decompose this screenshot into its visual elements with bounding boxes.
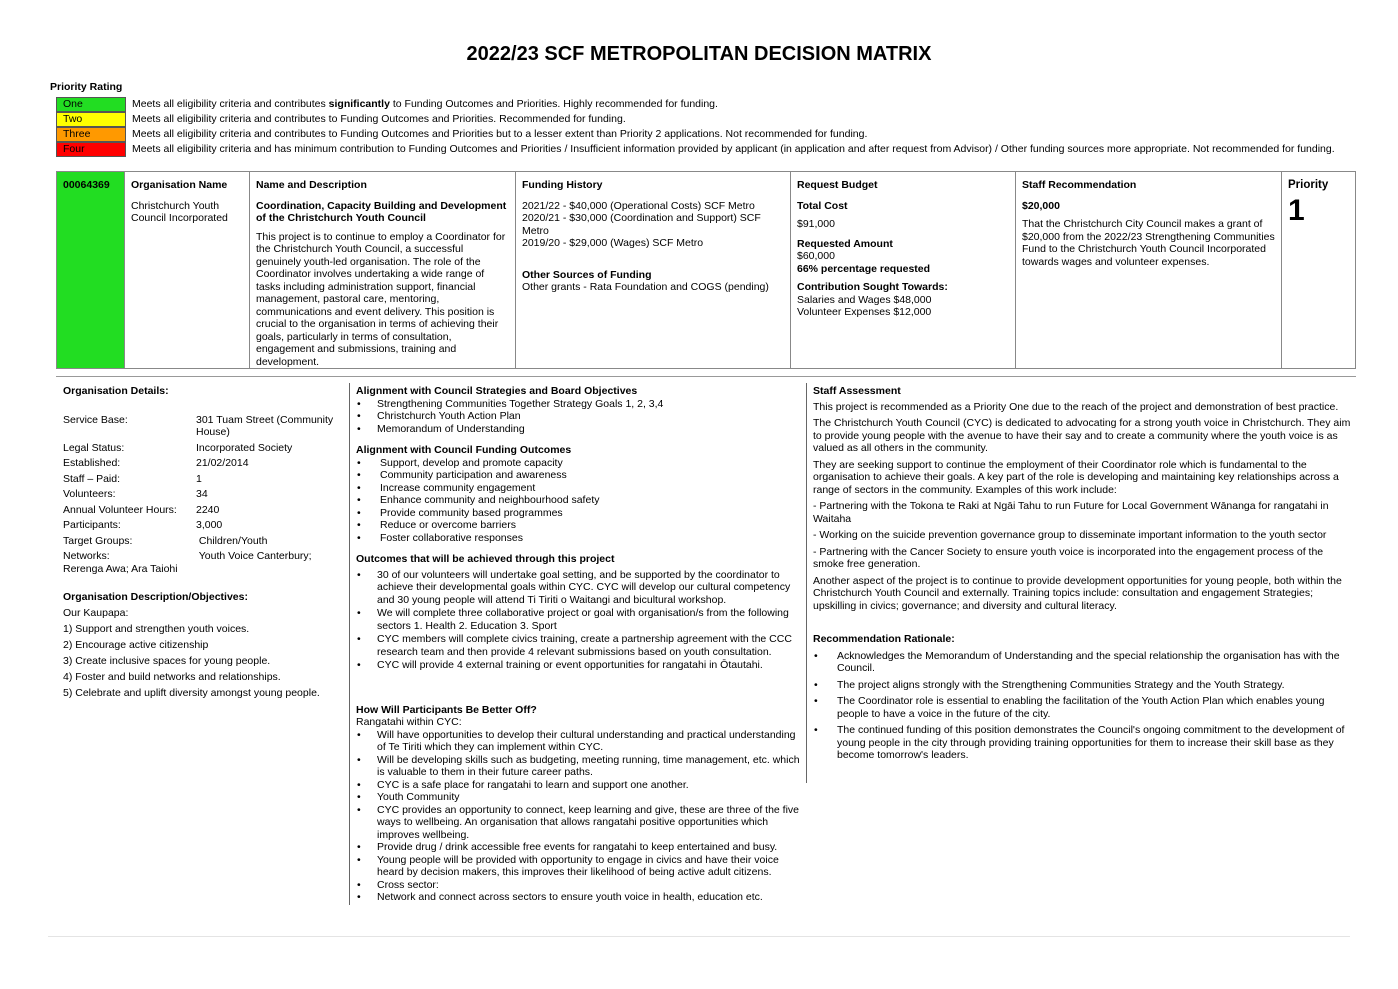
list-item: • CYC will provide 4 external training or event opportunities for rangatahi in Ōtautahi. — [356, 659, 804, 672]
achieved-outcomes-heading: Outcomes that will be achieved through this project — [356, 553, 615, 565]
assessment-paragraph: - Partnering with the Tokona te Raki at Ngāi Tahu to run Future for Local Government Wānanga for rangatahi in Waitaha — [813, 500, 1329, 525]
detail-volunteer-hours: Annual Volunteer Hours: 2240 — [63, 503, 220, 516]
priority-label-three: Three — [56, 127, 126, 142]
staff-recommendation-amount: $20,000 — [1022, 199, 1060, 212]
detail-participants: Participants: 3,000 — [63, 519, 223, 531]
requested-amount-value: $60,000 — [797, 250, 835, 262]
priority-desc-one: Meets all eligibility criteria and contributes significantly to Funding Outcomes and Priorities. Highly recommended for funding. — [132, 98, 718, 111]
requested-amount-label: Requested Amount — [797, 237, 893, 250]
objective-line: 3) Create inclusive spaces for young people. — [63, 654, 271, 667]
list-item: • The Coordinator role is essential to enabling the facilitation of the Youth Action Plan which enables young people to have a voice in the future of the city. — [813, 695, 1351, 720]
priority-rating-legend — [56, 97, 1346, 157]
request-budget-header: Request Budget — [797, 179, 878, 191]
priority-row-four — [56, 142, 1346, 157]
priority-desc-three: Meets all eligibility criteria and contributes to Funding Outcomes and Priorities but to a lesser extent than Priority 2 applications. Not recommended for funding. — [132, 128, 868, 141]
objective-line: 1) Support and strengthen youth voices. — [63, 622, 250, 635]
better-off-intro: Rangatahi within CYC: — [356, 716, 462, 728]
priority-rating-heading: Priority Rating — [50, 81, 123, 93]
application-summary-table — [56, 171, 1356, 369]
other-sources: Other grants - Rata Foundation and COGS (pending) — [522, 281, 769, 293]
priority-row-two — [56, 112, 1346, 127]
list-item: • Provide drug / drink accessible free events for rangatahi to keep entertained and busy. — [356, 841, 804, 854]
priority-label-two: Two — [56, 112, 126, 127]
organisation-name-cell — [125, 172, 250, 368]
list-item: • The continued funding of this position demonstrates the Council's ongoing commitment to the development of young people in the city through providing training opportunities for them to increase their skill base as they become tomorrow's leaders. — [813, 724, 1351, 762]
detail-networks-continued: Rerenga Awa; Ara Taiohi — [63, 562, 178, 575]
objective-line: 2) Encourage active citizenship — [63, 638, 209, 651]
staff-assessment-heading: Staff Assessment — [813, 385, 901, 397]
detail-staff-paid: Staff – Paid: 1 — [63, 472, 202, 485]
better-off-heading: How Will Participants Be Better Off? — [356, 703, 537, 716]
list-item: • Reduce or overcome barriers — [356, 519, 804, 532]
funding-outcomes-list — [356, 457, 804, 545]
contribution-label: Contribution Sought Towards: — [797, 281, 948, 293]
assessment-paragraph: This project is recommended as a Priority One due to the reach of the project and demonstration of best practice. — [813, 400, 1339, 413]
organisation-name-header: Organisation Name — [131, 179, 228, 191]
list-item: • CYC provides an opportunity to connect, keep learning and give, these are three of the five ways to wellbeing. An organisation that allows rangatahi positive opportunities which improves wellbeing. — [356, 804, 804, 842]
list-item: • The project aligns strongly with the Strengthening Communities Strategy and the Youth Strategy. — [813, 679, 1351, 692]
funding-history-item: 2019/20 - $29,000 (Wages) SCF Metro — [522, 237, 704, 249]
list-item: • Young people will be provided with opportunity to engage in civics and have their voice heard by decision makers, this improves their likelihood of being active adult citizens. — [356, 854, 804, 879]
organisation-description-heading: Organisation Description/Objectives: — [63, 591, 248, 603]
list-item: • Acknowledges the Memorandum of Understanding and the special relationship the organisation has with the Council. — [813, 650, 1351, 675]
staff-recommendation-header: Staff Recommendation — [1022, 179, 1137, 191]
detail-target-groups: Target Groups: Children/Youth — [63, 534, 268, 547]
total-cost-label: Total Cost — [797, 199, 848, 212]
list-item: • Youth Community — [356, 791, 804, 804]
list-item: • Cross sector: — [356, 879, 804, 892]
organisation-details-heading: Organisation Details: — [63, 385, 169, 397]
priority-header: Priority — [1288, 179, 1329, 191]
request-budget-cell — [791, 172, 1016, 368]
section-divider — [56, 376, 1356, 377]
name-description-header: Name and Description — [256, 179, 367, 191]
application-id-cell — [57, 172, 125, 368]
list-item: • Christchurch Youth Action Plan — [356, 410, 804, 423]
priority-desc-four: Meets all eligibility criteria and has minimum contribution to Funding Outcomes and Priorities / Insufficient information provided by applicant (in application and after request from Advisor) / Other funding sources more appropriate. Not recommended for funding. — [132, 143, 1335, 156]
project-title: Coordination, Capacity Building and Development of the Christchurch Youth Council — [256, 199, 507, 224]
staff-assessment-panel — [806, 383, 1351, 783]
assessment-paragraph: The Christchurch Youth Council (CYC) is dedicated to advocating for a strong youth voice in Christchurch. They aim to provide young people with the avenue to have their say and to create a community where the youth voice is as valued as all others in the community. — [813, 417, 1351, 454]
contribution-item: Salaries and Wages $48,000 — [797, 293, 932, 306]
funding-history-header: Funding History — [522, 179, 603, 191]
total-cost-value: $91,000 — [797, 218, 835, 230]
priority-label-four: Four — [56, 142, 126, 157]
list-item: • CYC is a safe place for rangatahi to learn and support one another. — [356, 779, 804, 792]
other-sources-header: Other Sources of Funding — [522, 268, 652, 281]
strategies-list — [356, 398, 804, 436]
list-item: • We will complete three collaborative project or goal with organisation/s from the following sectors 1. Health 2. Education 3. Sport — [356, 607, 804, 632]
percentage-requested: 66% percentage requested — [797, 262, 931, 275]
detail-legal-status: Legal Status: Incorporated Society — [63, 441, 293, 454]
list-item: • Strengthening Communities Together Strategy Goals 1, 2, 3,4 — [356, 398, 804, 411]
better-off-list — [356, 729, 804, 904]
list-item: • Foster collaborative responses — [356, 532, 804, 545]
page-title: 2022/23 SCF METROPOLITAN DECISION MATRIX — [466, 43, 932, 65]
assessment-paragraph: - Partnering with the Cancer Society to ensure youth voice is incorporated into the engagement process of the smoke free generation. — [813, 545, 1324, 570]
project-description: This project is to continue to employ a Coordinator for the Christchurch Youth Council, a successful genuinely youth-led organisation. The role of the Coordinator involves undertaking a wide range of tasks including administration support, financial management, pastoral care, mentoring, communications and event delivery. This position is crucial to the organisation in terms of achieving their goals, particularly in terms of consultation, engagement and submissions, training and development. — [256, 230, 506, 368]
funding-history-cell — [516, 172, 791, 368]
achieved-outcomes-list — [356, 569, 804, 672]
detail-volunteers: Volunteers: 34 — [63, 488, 208, 500]
objective-line: 5) Celebrate and uplift diversity amongst young people. — [63, 686, 320, 699]
priority-row-one — [56, 97, 1346, 112]
list-item: • Will have opportunities to develop their cultural understanding and practical understanding of Te Tiriti which they can implement within CYC. — [356, 729, 804, 754]
list-item: • 30 of our volunteers will undertake goal setting, and be supported by the coordinator to achieve their developmental goals within CYC. CYC will develop our cultural competency and 30 young people will attend Ti Tiriti o Waitangi and bicultural workshop. — [356, 569, 804, 607]
assessment-paragraph: - Working on the suicide prevention governance group to disseminate important information to the youth sector — [813, 529, 1327, 541]
funding-history-item: 2021/22 - $40,000 (Operational Costs) SCF Metro — [522, 199, 755, 212]
page-footer-line — [48, 936, 1350, 937]
funding-outcomes-heading: Alignment with Council Funding Outcomes — [356, 444, 572, 456]
application-id: 00064369 — [63, 179, 110, 191]
list-item: • Memorandum of Understanding — [356, 423, 804, 436]
priority-desc-two: Meets all eligibility criteria and contributes to Funding Outcomes and Priorities. Recommended for funding. — [132, 113, 626, 126]
list-item: • Provide community based programmes — [356, 507, 804, 520]
priority-cell — [1282, 172, 1355, 368]
objective-line: 4) Foster and build networks and relationships. — [63, 670, 281, 683]
alignment-panel — [349, 383, 804, 905]
list-item: • Enhance community and neighbourhood safety — [356, 494, 804, 507]
assessment-paragraph: They are seeking support to continue the employment of their Coordinator role which is fundamental to the organisation to achieve their goals. A key part of the role is developing and maintaining key relationships across a range of sectors in the community. Examples of this work include: — [813, 458, 1339, 496]
name-description-cell — [250, 172, 516, 368]
detail-service-base: Service Base: 301 Tuam Street (Community House) — [63, 413, 334, 438]
rationale-list — [813, 650, 1351, 762]
list-item: • Network and connect across sectors to ensure youth voice in health, education etc. — [356, 891, 804, 904]
funding-history-item: 2020/21 - $30,000 (Coordination and Support) SCF Metro — [522, 212, 761, 237]
list-item: • CYC members will complete civics training, create a partnership agreement with the CCC research team and then provide 4 relevant submissions based on youth consultation. — [356, 633, 804, 658]
assessment-paragraph: Another aspect of the project is to continue to provide development opportunities for young people, both within the Christchurch Youth Council and externally. Training topics include: consultation and engagement Strategies; upskilling in civics; governance; and diversity and cultural literacy. — [813, 574, 1342, 612]
priority-row-three — [56, 127, 1346, 142]
organisation-name: Christchurch Youth Council Incorporated — [131, 199, 228, 224]
list-item: • Increase community engagement — [356, 482, 804, 495]
list-item: • Community participation and awareness — [356, 469, 804, 482]
staff-recommendation-text: That the Christchurch City Council makes a grant of $20,000 from the 2022/23 Strengthening Communities Fund to the Christchurch Youth Council Incorporated towards wages and volunteer expenses. — [1022, 218, 1275, 268]
organisation-details-panel — [63, 383, 343, 703]
objective-line: Our Kaupapa: — [63, 606, 129, 619]
priority-label-one: One — [56, 97, 126, 112]
detail-networks: Networks: Youth Voice Canterbury; — [63, 550, 312, 562]
recommendation-rationale-heading: Recommendation Rationale: — [813, 633, 955, 645]
staff-recommendation-cell — [1016, 172, 1282, 368]
contribution-item: Volunteer Expenses $12,000 — [797, 306, 932, 318]
priority-value: 1 — [1288, 193, 1305, 227]
list-item: • Support, develop and promote capacity — [356, 457, 804, 470]
detail-established: Established: 21/02/2014 — [63, 457, 249, 469]
strategies-heading: Alignment with Council Strategies and Board Objectives — [356, 385, 638, 397]
list-item: • Will be developing skills such as budgeting, meeting running, time management, etc. which is valuable to them in their future career paths. — [356, 754, 804, 779]
